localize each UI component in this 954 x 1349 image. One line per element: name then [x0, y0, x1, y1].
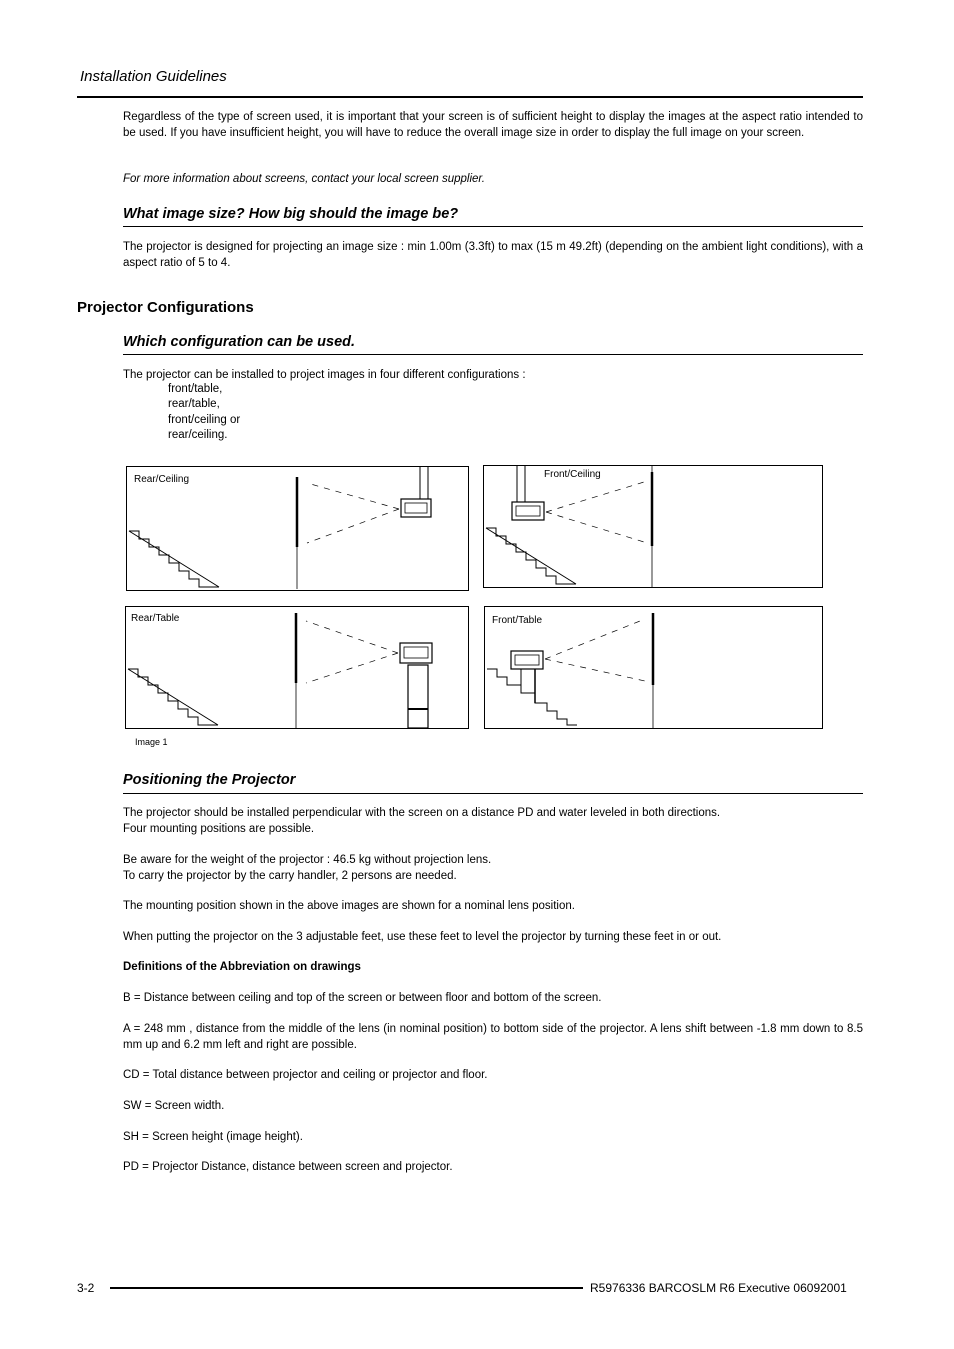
figure-caption: Image 1: [135, 737, 168, 747]
diagram-label: Rear/Ceiling: [134, 474, 190, 485]
definition-b: B = Distance between ceiling and top of the screen or between floor and bottom of the screen.: [123, 992, 602, 1004]
config-item-rear-table: rear/table,: [168, 398, 220, 410]
document-id: R5976336 BARCOSLM R6 Executive 06092001: [590, 1281, 847, 1295]
diagram-label: Front/Ceiling: [544, 469, 601, 480]
definition-pd: PD = Projector Distance, distance between screen and projector.: [123, 1161, 453, 1173]
positioning-p4: When putting the projector on the 3 adjustable feet, use these feet to level the projector by turning these feet in or out.: [123, 931, 722, 943]
positioning-heading: Positioning the Projector: [123, 772, 296, 788]
diagram-rear-table: [125, 606, 469, 729]
positioning-p3: The mounting position shown in the above images are shown for a nominal lens position.: [123, 900, 575, 912]
positioning-p1-line2: Four mounting positions are possible.: [123, 822, 315, 835]
diagram-label: Rear/Table: [131, 613, 180, 624]
image-size-text: The projector is designed for projecting an image size : min 1.00m (3.3ft) to max (15 m 49.2ft) (depending on the ambient light conditions), with a aspect ratio of 5 to 4.: [123, 241, 863, 269]
image-size-heading: What image size? How big should the image be?: [123, 206, 459, 222]
positioning-p2-line2: To carry the projector by the carry handler, 2 persons are needed.: [123, 869, 457, 882]
image-size-rule: [123, 226, 863, 227]
definition-a: A = 248 mm , distance from the middle of the lens (in nominal position) to bottom side of the projector. A lens shift between -1.8 mm down to 8.5 mm up and 6.2 mm left and right are possible.: [123, 1023, 863, 1051]
positioning-p2-line1: Be aware for the weight of the projector : 46.5 kg without projection lens.: [123, 854, 492, 866]
diagram-rear-ceiling: [126, 466, 469, 591]
intro-note: For more information about screens, contact your local screen supplier.: [123, 173, 485, 185]
definition-cd: CD = Total distance between projector and ceiling or projector and floor.: [123, 1069, 488, 1081]
header-rule: [77, 96, 863, 98]
page-number: 3-2: [77, 1281, 95, 1295]
configurations-section-heading: Projector Configurations: [77, 299, 254, 316]
definition-sw: SW = Screen width.: [123, 1100, 225, 1112]
diagram-front-ceiling: [483, 465, 823, 588]
positioning-p2: [123, 853, 863, 884]
configurations-intro: The projector can be installed to project images in four different configurations :: [123, 369, 526, 381]
positioning-p1-line1: The projector should be installed perpendicular with the screen on a distance PD and water leveled in both directions.: [123, 807, 721, 819]
positioning-rule: [123, 793, 863, 794]
diagram-label: Front/Table: [492, 615, 543, 626]
diagram-front-table: [484, 606, 823, 729]
front-table-drawing: [485, 607, 822, 728]
positioning-p1: [123, 806, 863, 837]
definition-sh: SH = Screen height (image height).: [123, 1131, 303, 1143]
config-item-front-ceiling: front/ceiling or: [168, 414, 241, 426]
config-item-front-table: front/table,: [168, 383, 223, 395]
definitions-heading: Definitions of the Abbreviation on drawings: [123, 961, 361, 973]
configurations-heading: Which configuration can be used.: [123, 334, 356, 350]
footer-rule: [110, 1287, 583, 1289]
front-ceiling-drawing: [484, 466, 822, 587]
rear-ceiling-drawing: [127, 467, 468, 590]
intro-paragraph: Regardless of the type of screen used, it is important that your screen is of sufficient height to display the images at the aspect ratio intended to be used. If you have insufficient height, you will have to reduce the overall image size in order to display the full image on your screen.: [123, 111, 863, 139]
configurations-rule: [123, 354, 863, 355]
running-header: Installation Guidelines: [80, 68, 227, 85]
config-item-rear-ceiling: rear/ceiling.: [168, 429, 228, 441]
rear-table-drawing: [126, 607, 468, 728]
